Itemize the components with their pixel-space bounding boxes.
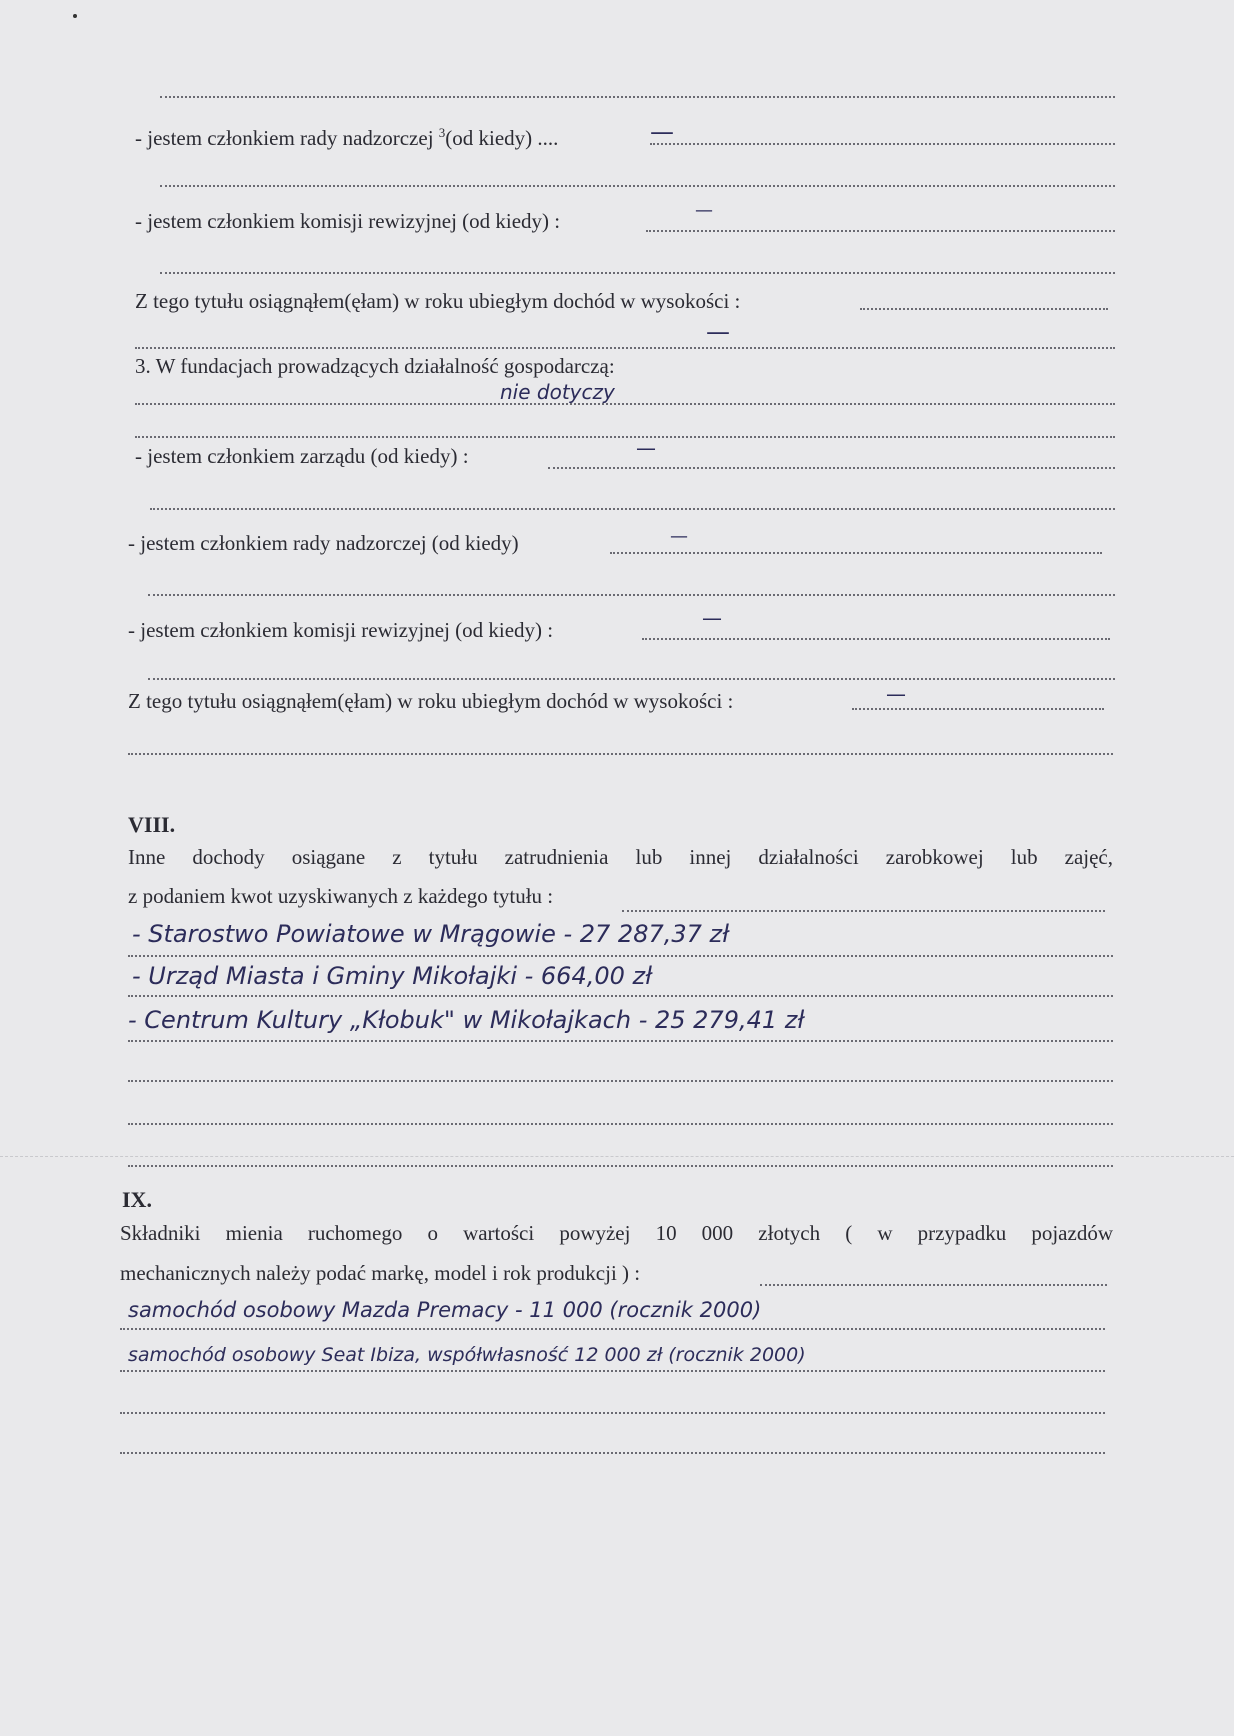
section-viii-text: z podaniem kwot uzyskiwanych z każdego tytułu : bbox=[128, 884, 554, 908]
handwritten-dash: — bbox=[695, 200, 713, 221]
dotted-line bbox=[860, 308, 1108, 310]
dotted-line bbox=[760, 1284, 1107, 1286]
dotted-line bbox=[128, 955, 1113, 957]
section-ix-text: mechanicznych należy podać markę, model i rok produkcji ) : bbox=[120, 1261, 641, 1285]
section-ix-text: Składniki mienia ruchomego o wartości powyżej 10 000 złotych ( w przypadku pojazdów bbox=[120, 1221, 1113, 1245]
field-dochod-2: Z tego tytułu osiągnąłem(ęłam) w roku ubiegłym dochód w wysokości : bbox=[135, 289, 741, 313]
handwritten-dash: — bbox=[670, 526, 688, 547]
dotted-line bbox=[120, 1370, 1105, 1372]
section-viii-text: Inne dochody osiągane z tytułu zatrudnienia lub innej działalności zarobkowej lub zajęć, bbox=[128, 845, 1113, 869]
dotted-line bbox=[610, 552, 1102, 554]
field-rada-nadzorcza-2 bbox=[135, 120, 558, 151]
dotted-line bbox=[135, 403, 1115, 405]
dotted-line bbox=[120, 1452, 1105, 1454]
field-rada-nadzorcza-3: - jestem członkiem rady nadzorczej (od kiedy) bbox=[128, 531, 519, 555]
dotted-line bbox=[160, 272, 1115, 274]
handwritten-income-2: - Urząd Miasta i Gminy Mikołajki - 664,00 zł bbox=[132, 962, 653, 990]
dotted-line bbox=[642, 638, 1110, 640]
dotted-line bbox=[128, 1040, 1113, 1042]
field-label-tail: (od kiedy) .... bbox=[445, 126, 559, 150]
footnote-marker: 3 bbox=[438, 125, 446, 140]
section-viii-heading: VIII. bbox=[128, 812, 176, 837]
dotted-line bbox=[148, 594, 1115, 596]
ink-speck bbox=[73, 14, 77, 18]
field-label: - jestem członkiem rady nadzorczej bbox=[135, 126, 439, 150]
handwritten-vehicle-1: samochód osobowy Mazda Premacy - 11 000 (rocznik 2000) bbox=[128, 1298, 762, 1322]
dotted-line bbox=[548, 467, 1115, 469]
handwritten-income-1: - Starostwo Powiatowe w Mrągowie - 27 287,37 zł bbox=[132, 920, 730, 948]
dotted-line bbox=[160, 185, 1115, 187]
dotted-line bbox=[148, 678, 1115, 680]
handwritten-income-3: - Centrum Kultury „Kłobuk" w Mikołajkach - 25 279,41 zł bbox=[128, 1006, 805, 1034]
handwritten-dash: — bbox=[886, 682, 906, 706]
handwritten-nie-dotyczy: nie dotyczy bbox=[500, 380, 615, 404]
section-ix-heading: IX. bbox=[122, 1187, 152, 1212]
field-dochod-3: Z tego tytułu osiągnąłem(ęłam) w roku ubiegłym dochód w wysokości : bbox=[128, 689, 734, 713]
section-3-title: 3. W fundacjach prowadzących działalność gospodarczą: bbox=[135, 354, 615, 378]
paper-fold-line bbox=[0, 1156, 1234, 1157]
handwritten-dash: — bbox=[636, 436, 656, 460]
field-komisja-rewizyjna-2: - jestem członkiem komisji rewizyjnej (od kiedy) : bbox=[135, 209, 561, 233]
field-zarzad-3: - jestem członkiem zarządu (od kiedy) : bbox=[135, 444, 469, 468]
handwritten-dash: — bbox=[706, 318, 730, 346]
dotted-line bbox=[650, 143, 1115, 145]
handwritten-dash: — bbox=[650, 118, 674, 146]
dotted-line bbox=[852, 708, 1104, 710]
dotted-line bbox=[128, 753, 1113, 755]
dotted-line bbox=[622, 910, 1105, 912]
handwritten-dash: — bbox=[702, 606, 722, 630]
dotted-line bbox=[128, 1123, 1113, 1125]
dotted-line bbox=[135, 347, 1115, 349]
field-komisja-rewizyjna-3: - jestem członkiem komisji rewizyjnej (od kiedy) : bbox=[128, 618, 554, 642]
dotted-line bbox=[135, 436, 1115, 438]
handwritten-vehicle-2: samochód osobowy Seat Ibiza, współwłasność 12 000 zł (rocznik 2000) bbox=[128, 1344, 806, 1366]
dotted-line bbox=[128, 995, 1113, 997]
dotted-line bbox=[120, 1412, 1105, 1414]
dotted-line bbox=[150, 508, 1115, 510]
dotted-line bbox=[646, 230, 1115, 232]
dotted-line bbox=[128, 1080, 1113, 1082]
dotted-line bbox=[120, 1328, 1105, 1330]
dotted-line bbox=[160, 96, 1115, 98]
dotted-line bbox=[128, 1165, 1113, 1167]
